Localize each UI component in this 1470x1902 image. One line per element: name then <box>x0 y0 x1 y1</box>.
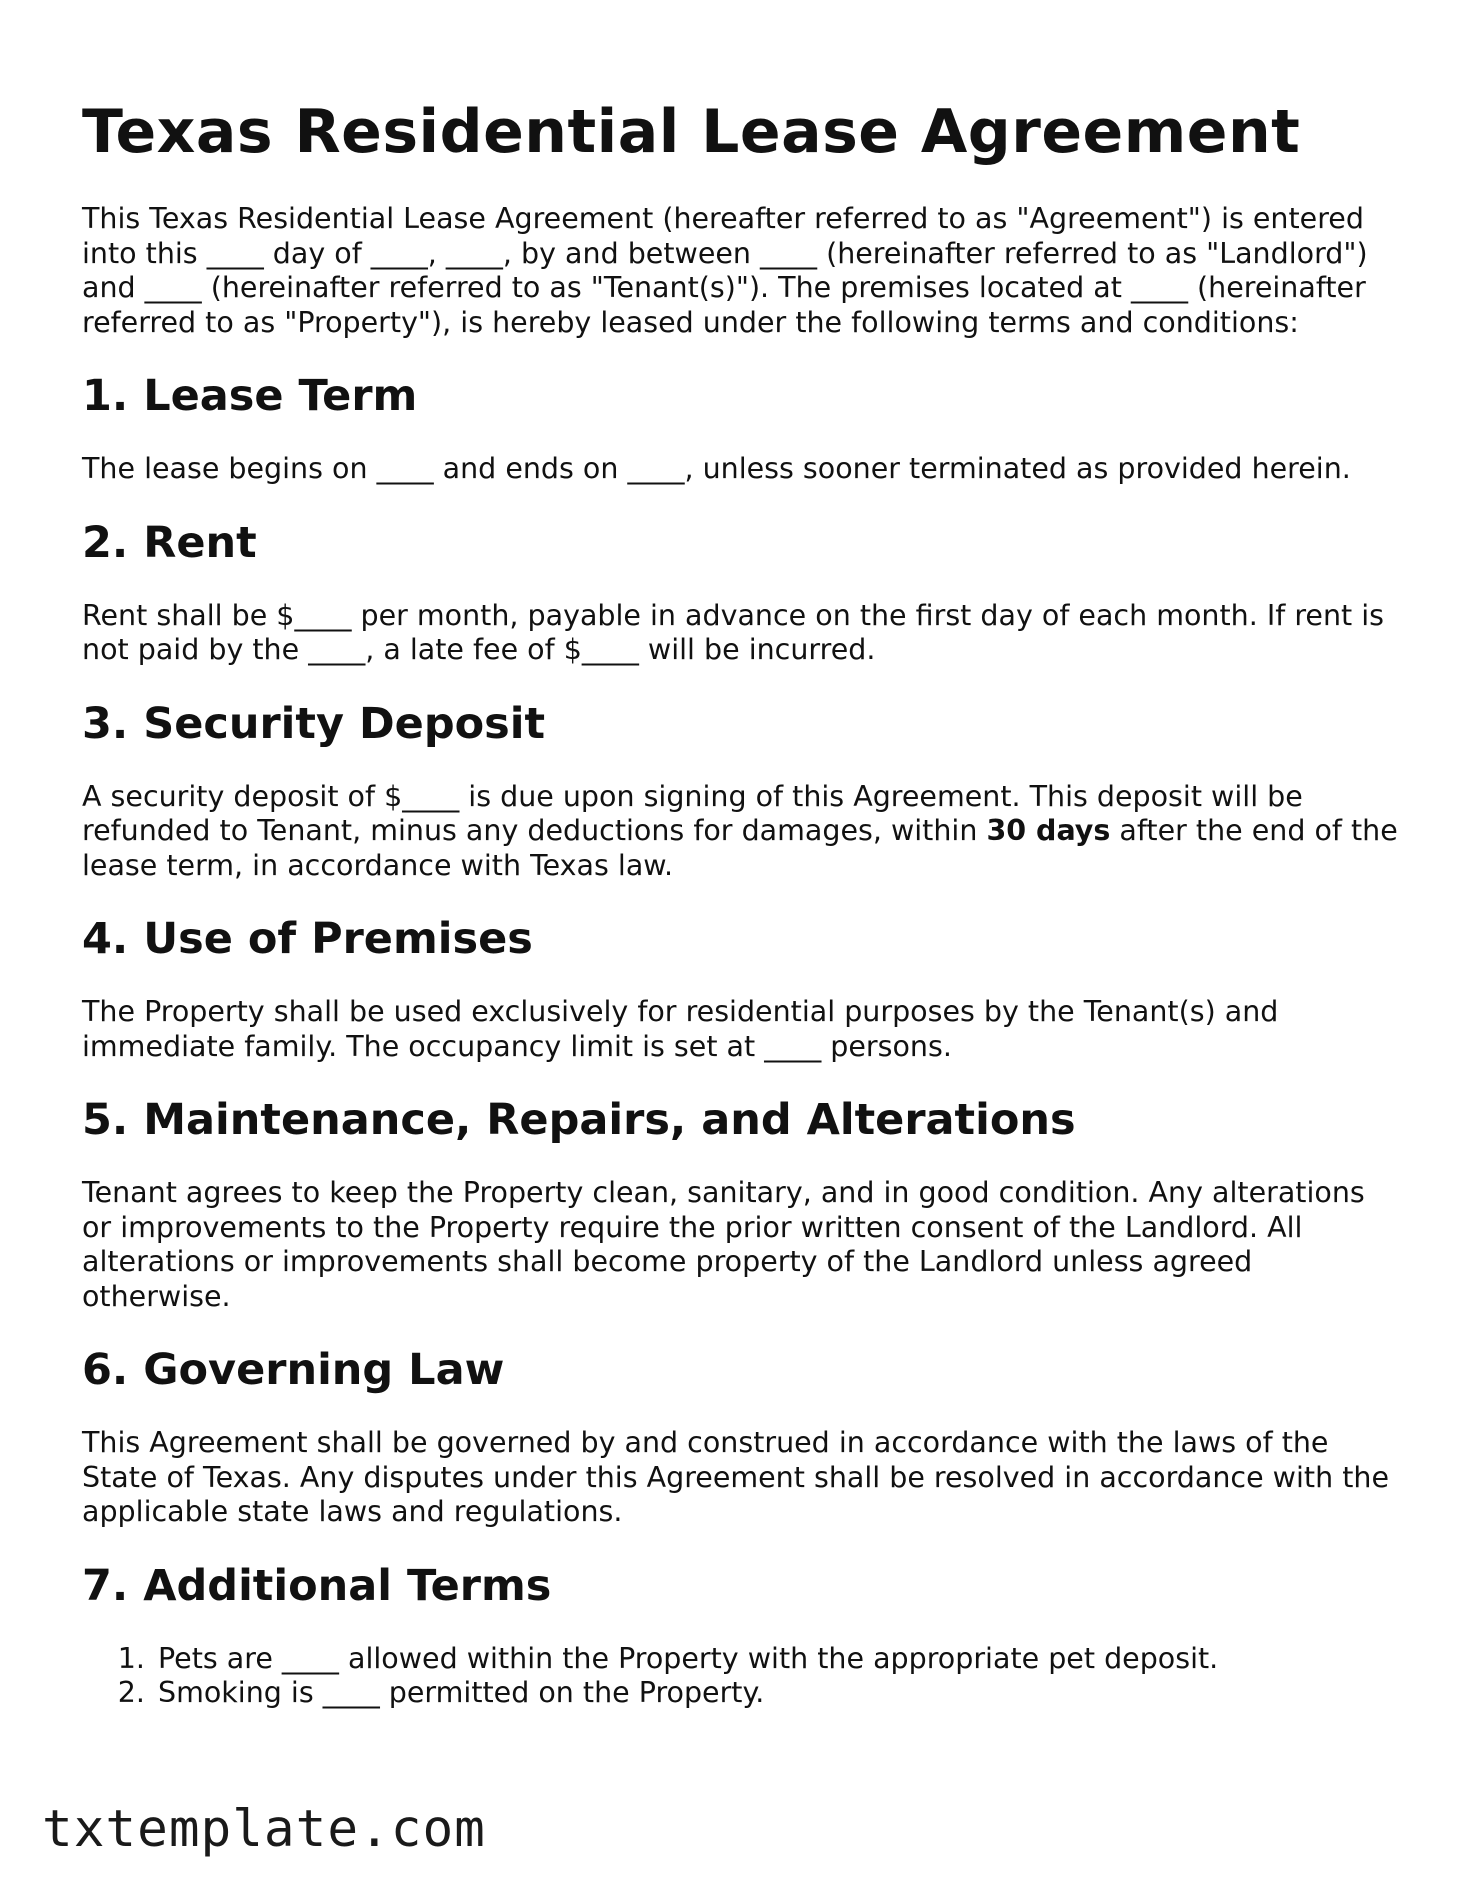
section-heading-governing-law: 6. Governing Law <box>82 1345 505 1395</box>
document-title: Texas Residential Lease Agreement <box>82 97 1301 167</box>
section-heading-additional-terms: 7. Additional Terms <box>82 1560 552 1611</box>
additional-terms-list <box>82 1642 1402 1711</box>
list-item: 2. Smoking is ____ permitted on the Property. <box>154 1676 1402 1711</box>
intro-paragraph: This Texas Residential Lease Agreement (hereafter referred to as "Agreement") is entered into this ____ day of ____, ____, by and between ____ (hereinafter referred to as "Landlord") and ____ (hereinafter referred to as "Tenant(s)"). The premises located at ____ (hereinafter referred to as "Property"), is hereby leased under the following terms and conditions: <box>82 202 1368 339</box>
section-body-security-deposit <box>82 780 1402 884</box>
list-item: 1. Pets are ____ allowed within the Property with the appropriate pet deposit. <box>154 1642 1402 1677</box>
document-page <box>82 96 1402 1711</box>
section-body-use-of-premises: The Property shall be used exclusively for residential purposes by the Tenant(s) and immediate family. The occupancy limit is set at ____ persons. <box>82 995 1279 1063</box>
section-body-governing-law: This Agreement shall be governed by and construed in accordance with the laws of the State of Texas. Any disputes under this Agreement shall be resolved in accordance with the applicable state laws and regulations. <box>82 1426 1389 1528</box>
security-deposit-text-start: A security deposit of $____ is due upon signing of this Agreement. This deposit will be refunded to Tenant, minus any deductions for damages, within <box>82 779 1303 847</box>
refund-period: 30 days <box>986 814 1111 847</box>
watermark: txtemplate.com <box>42 1800 486 1859</box>
section-heading-maintenance: 5. Maintenance, Repairs, and Alterations <box>82 1095 1076 1145</box>
section-body-maintenance: Tenant agrees to keep the Property clean, sanitary, and in good condition. Any alterations or improvements to the Property require the prior written consent of the Landlord. All alterations or improvements shall become property of the Landlord unless agreed otherwise. <box>82 1176 1365 1313</box>
section-body-rent: Rent shall be $____ per month, payable in advance on the first day of each month. If rent is not paid by the ____, a late fee of $____ will be incurred. <box>82 598 1385 666</box>
section-heading-security-deposit: 3. Security Deposit <box>82 698 546 749</box>
section-heading-lease-term: 1. Lease Term <box>82 371 418 421</box>
section-heading-rent: 2. Rent <box>82 517 257 568</box>
security-deposit-text-end: after the end of the lease term, in accordance with Texas law. <box>82 814 1398 882</box>
section-heading-use-of-premises: 4. Use of Premises <box>82 914 533 964</box>
section-body-lease-term: The lease begins on ____ and ends on ____, unless sooner terminated as provided herein. <box>82 452 1351 485</box>
